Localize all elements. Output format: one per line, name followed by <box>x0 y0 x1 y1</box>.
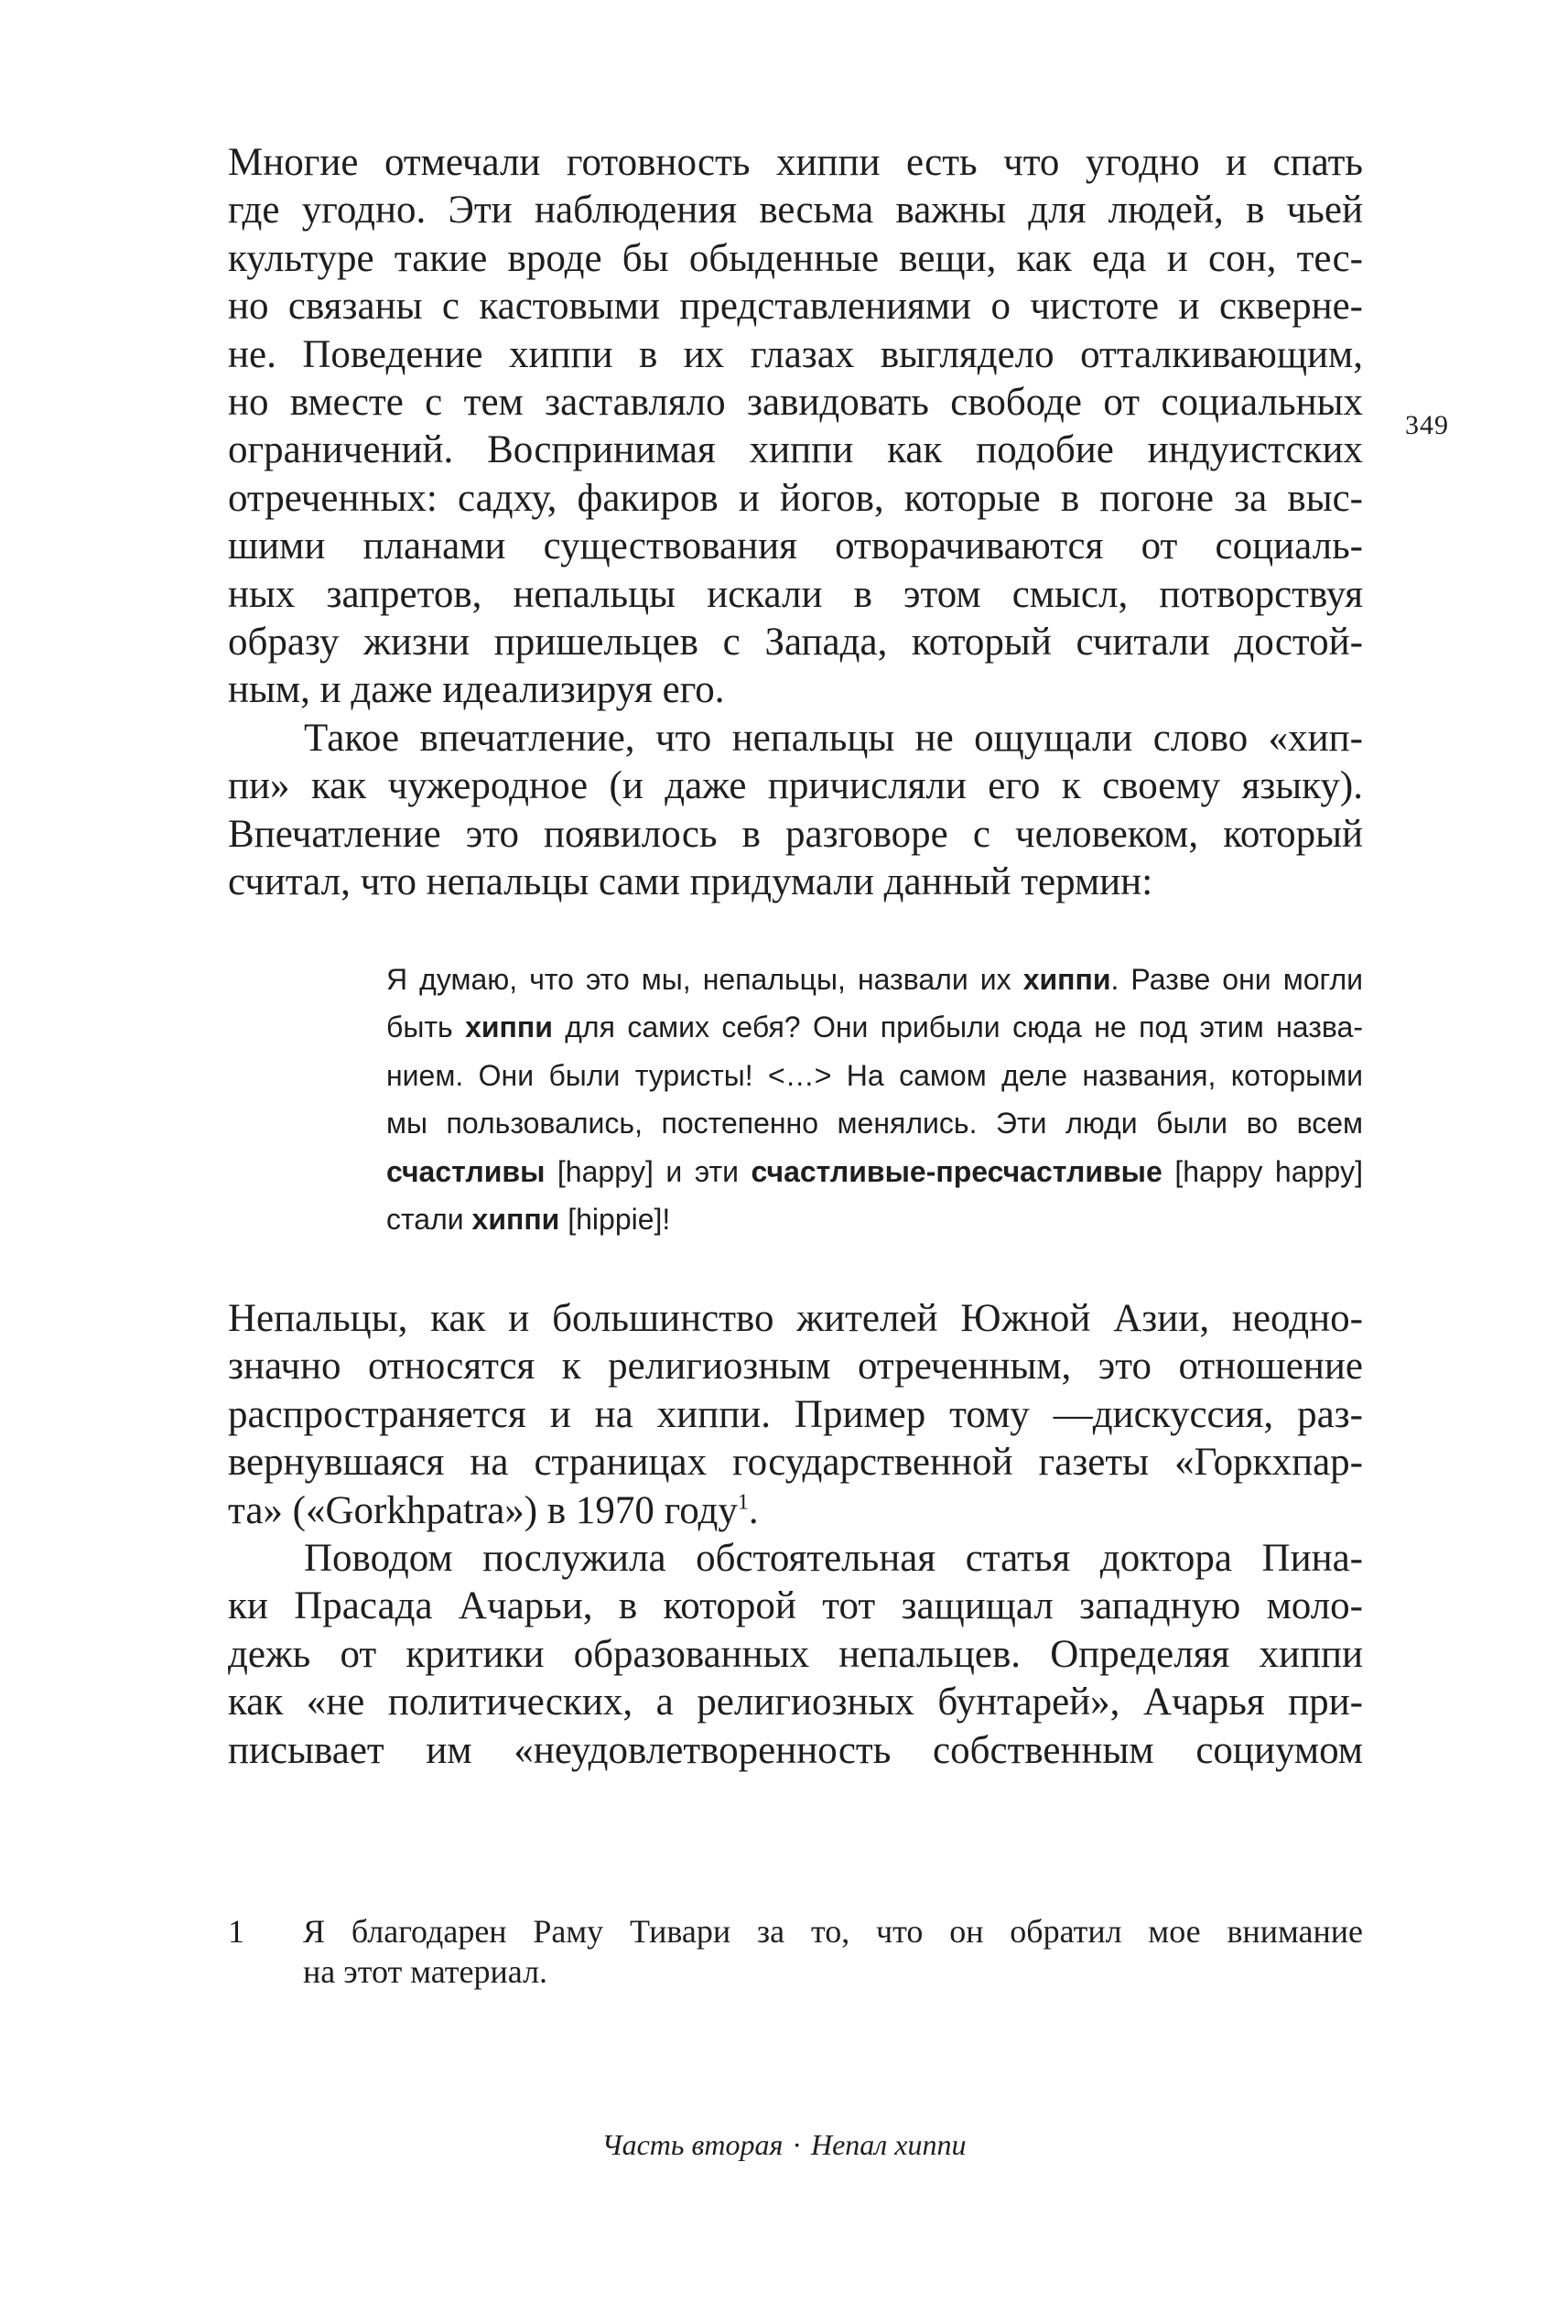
paragraph-1 <box>228 139 1363 715</box>
quote-line: стали хиппи [hippie]! <box>386 1203 671 1237</box>
text-line: ограничений. Воспринимая хиппи как подобие индуистских <box>228 428 1363 472</box>
running-footer <box>0 2126 1568 2163</box>
text-line: Многие отмечали готовность хиппи есть что угодно и спать <box>228 141 1363 184</box>
text-line: ки Прасада Ачарьи, в которой тот защищал западную моло- <box>228 1584 1363 1628</box>
text-line: культуре такие вроде бы обыденные вещи, как еда и сон, тес- <box>228 236 1363 280</box>
text-line: значно относятся к религиозным отреченным, это отношение <box>228 1345 1363 1389</box>
text-line: ных запретов, непальцы искали в этом смысл, потворствуя <box>228 572 1363 616</box>
paragraph-2 <box>228 715 1363 907</box>
footer-title: Непал хиппи <box>810 2128 967 2161</box>
text-line: отреченных: садху, факиров и йогов, которые в погоне за выс- <box>228 476 1363 520</box>
page-number: 349 <box>1405 410 1449 440</box>
text-line: Впечатление это появилось в разговоре с человеком, который <box>228 812 1363 856</box>
quote-line: быть хиппи для самих себя? Они прибыли сюда не под этим назва- <box>386 1011 1364 1044</box>
text-line: Поводом послужила обстоятельная статья доктора Пина- <box>304 1537 1363 1580</box>
text-line: ным, и даже идеализируя его. <box>228 668 725 712</box>
text-line: но связаны с кастовыми представлениями о чистоте и скверне- <box>228 285 1363 329</box>
quote-line: счастливы [happy] и эти счастливые-пресчастливые [happy happy] <box>386 1154 1364 1188</box>
text-line: Такое впечатление, что непальцы не ощущали слово «хип- <box>304 717 1363 760</box>
footer-part: Часть вторая <box>601 2128 784 2161</box>
footnote-line: на этот материал. <box>303 1953 548 1990</box>
quote-line: нием. Они были туристы! <…> На самом деле названия, которыми <box>386 1058 1363 1092</box>
text-line: дежь от критики образованных непальцев. Определяя хиппи <box>228 1632 1363 1676</box>
quote-line: мы пользовались, постепенно менялись. Эти люди были во всем <box>386 1107 1363 1140</box>
footnote-reference[interactable]: 1 <box>737 1490 749 1515</box>
text-line: не. Поведение хиппи в их глазах выглядело отталкивающим, <box>228 332 1363 376</box>
text-line: шими планами существования отворачиваются от социаль- <box>228 524 1363 568</box>
text-line: образу жизни пришельцев с Запада, который считали достой- <box>228 621 1363 665</box>
paragraph-4 <box>228 1535 1363 1775</box>
text-line: но вместе с тем заставляло завидовать свободе от социальных <box>228 381 1363 425</box>
footer-separator: · <box>792 2128 802 2161</box>
text-line: вернувшаяся на страницах государственной газеты «Горкхпар- <box>228 1441 1363 1485</box>
text-line: пи» как чужеродное (и даже причисляли его к своему языку). <box>228 764 1363 808</box>
text-line: распространяется и на хиппи. Пример тому —дискуссия, раз- <box>228 1392 1363 1436</box>
footnote-line: Я благодарен Раму Тивари за то, что он обратил мое внимание <box>303 1913 1363 1950</box>
text-line: та» («Gorkhpatra») в 1970 году$^1$. <box>228 1488 759 1532</box>
text-line: как «не политических, а религиозных бунтарей», Ачарья при- <box>228 1681 1363 1724</box>
footnote-number: 1 <box>228 1913 244 1950</box>
quote-line: Я думаю, что это мы, непальцы, назвали их хиппи. Разве они могли <box>386 963 1364 996</box>
text-line: где угодно. Эти наблюдения весьма важны для людей, в чьей <box>228 189 1363 232</box>
paragraph-3 <box>228 1295 1363 1535</box>
footnote-text <box>303 1911 1363 1992</box>
text-line: Непальцы, как и большинство жителей Южной Азии, неодно- <box>228 1297 1363 1340</box>
text-line: считал, что непальцы сами придумали данный термин: <box>228 860 1153 904</box>
text-line: писывает им «неудовлетворенность собственным социумом <box>228 1728 1363 1772</box>
block-quote <box>386 956 1363 1243</box>
